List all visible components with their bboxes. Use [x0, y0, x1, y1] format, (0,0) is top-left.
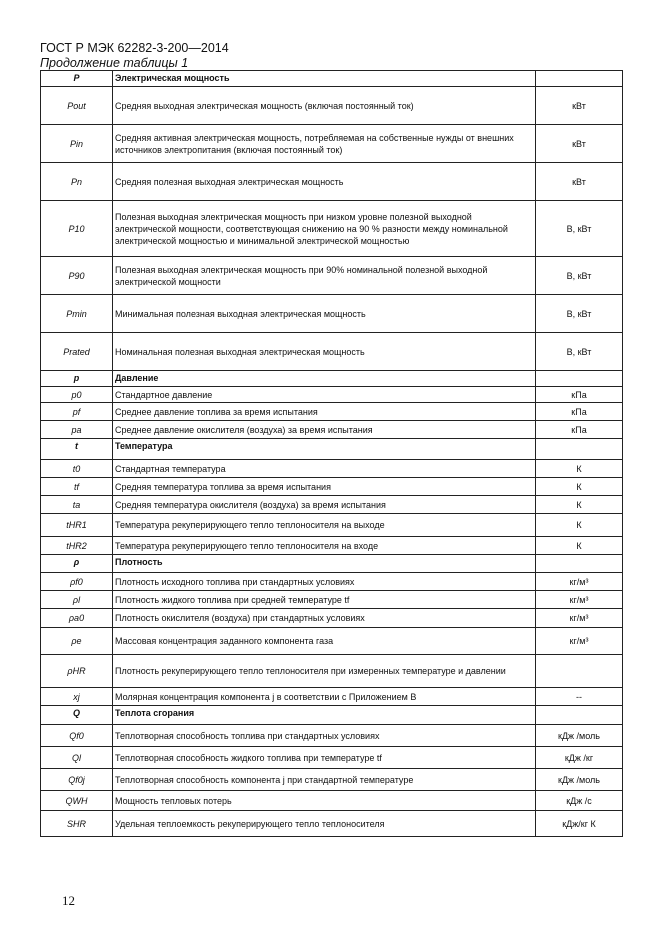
unit-cell	[536, 706, 623, 725]
description-cell: Среднее давление топлива за время испытания	[113, 403, 536, 421]
unit-cell: кВт	[536, 163, 623, 201]
symbol-cell: ρf0	[41, 573, 113, 591]
unit-cell: --	[536, 688, 623, 706]
description-cell: Минимальная полезная выходная электрическая мощность	[113, 295, 536, 333]
symbol-cell: t0	[41, 460, 113, 478]
symbol-cell: P10	[41, 201, 113, 257]
symbol-cell: Qf0	[41, 725, 113, 747]
unit-cell: кДж /моль	[536, 725, 623, 747]
unit-cell: К	[536, 478, 623, 496]
document-header: ГОСТ Р МЭК 62282-3-200—2014	[40, 41, 229, 55]
table-row	[41, 725, 623, 747]
unit-cell	[536, 655, 623, 688]
table-row	[41, 257, 623, 295]
table-row	[41, 655, 623, 688]
symbols-table	[40, 70, 623, 837]
unit-cell	[536, 371, 623, 387]
unit-cell: К	[536, 514, 623, 537]
unit-cell: кПа	[536, 421, 623, 439]
description-cell: Давление	[113, 371, 536, 387]
description-cell: Средняя полезная выходная электрическая мощность	[113, 163, 536, 201]
symbol-cell: ρHR	[41, 655, 113, 688]
symbol-cell: p0	[41, 387, 113, 403]
unit-cell: кВт	[536, 87, 623, 125]
table-row	[41, 688, 623, 706]
description-cell: Теплотворная способность компонента j при стандартной температуре	[113, 769, 536, 791]
symbol-cell: QWH	[41, 791, 113, 811]
table-row	[41, 295, 623, 333]
section-row	[41, 706, 623, 725]
unit-cell: кг/м³	[536, 609, 623, 628]
unit-cell	[536, 71, 623, 87]
table-row	[41, 747, 623, 769]
description-cell: Полезная выходная электрическая мощность при 90% номинальной полезной выходной электрической мощности	[113, 257, 536, 295]
table-row	[41, 496, 623, 514]
description-cell: Температура	[113, 439, 536, 460]
description-cell: Средняя активная электрическая мощность, потребляемая на собственные нужды от внешних источников электропитания (включая постоянный ток)	[113, 125, 536, 163]
symbol-cell: Pn	[41, 163, 113, 201]
symbol-cell: P	[41, 71, 113, 87]
symbol-cell: Q	[41, 706, 113, 725]
unit-cell: кПа	[536, 403, 623, 421]
table-row	[41, 514, 623, 537]
description-cell: Молярная концентрация компонента j в соответствии с Приложением В	[113, 688, 536, 706]
symbol-cell: pa	[41, 421, 113, 439]
symbol-cell: Pmin	[41, 295, 113, 333]
section-row	[41, 71, 623, 87]
table-row	[41, 628, 623, 655]
table-row	[41, 791, 623, 811]
description-cell: Полезная выходная электрическая мощность при низком уровне полезной выходной электрической мощности, соответствующая снижению на 90 % разности между номинальной электрической мощностью и минимальной электрической мощностью	[113, 201, 536, 257]
symbol-cell: ρ	[41, 555, 113, 573]
unit-cell	[536, 555, 623, 573]
unit-cell: В, кВт	[536, 295, 623, 333]
unit-cell: В, кВт	[536, 201, 623, 257]
unit-cell: кДж /с	[536, 791, 623, 811]
description-cell: Электрическая мощность	[113, 71, 536, 87]
description-cell: Теплотворная способность жидкого топлива при температуре tf	[113, 747, 536, 769]
symbol-cell: ta	[41, 496, 113, 514]
table-row	[41, 537, 623, 555]
description-cell: Теплота сгорания	[113, 706, 536, 725]
unit-cell: К	[536, 496, 623, 514]
symbol-cell: ρa0	[41, 609, 113, 628]
unit-cell: К	[536, 537, 623, 555]
table-row	[41, 387, 623, 403]
section-row	[41, 439, 623, 460]
page-number: 12	[62, 893, 75, 908]
description-cell: Плотность окислителя (воздуха) при стандартных условиях	[113, 609, 536, 628]
symbol-cell: tHR2	[41, 537, 113, 555]
description-cell: Плотность	[113, 555, 536, 573]
unit-cell: В, кВт	[536, 333, 623, 371]
unit-cell: В, кВт	[536, 257, 623, 295]
section-row	[41, 371, 623, 387]
unit-cell: кВт	[536, 125, 623, 163]
description-cell: Массовая концентрация заданного компонента газа	[113, 628, 536, 655]
description-cell: Температура рекуперирующего тепло теплоносителя на выходе	[113, 514, 536, 537]
symbol-cell: ρe	[41, 628, 113, 655]
unit-cell: К	[536, 460, 623, 478]
unit-cell: кг/м³	[536, 628, 623, 655]
symbol-cell: t	[41, 439, 113, 460]
table-row	[41, 573, 623, 591]
symbol-cell: tHR1	[41, 514, 113, 537]
description-cell: Среднее давление окислителя (воздуха) за время испытания	[113, 421, 536, 439]
symbol-cell: ρl	[41, 591, 113, 609]
table-row	[41, 460, 623, 478]
symbol-cell: xj	[41, 688, 113, 706]
symbol-cell: tf	[41, 478, 113, 496]
description-cell: Удельная теплоемкость рекуперирующего тепло теплоносителя	[113, 811, 536, 837]
description-cell: Средняя выходная электрическая мощность (включая постоянный ток)	[113, 87, 536, 125]
section-row	[41, 555, 623, 573]
symbol-cell: Ql	[41, 747, 113, 769]
symbol-cell: pf	[41, 403, 113, 421]
unit-cell: кДж /кг	[536, 747, 623, 769]
symbol-cell: Prated	[41, 333, 113, 371]
table-row	[41, 769, 623, 791]
table-row	[41, 125, 623, 163]
description-cell: Температура рекуперирующего тепло теплоносителя на входе	[113, 537, 536, 555]
table-row	[41, 403, 623, 421]
symbol-cell: P90	[41, 257, 113, 295]
table-row	[41, 163, 623, 201]
table-continuation-label: Продолжение таблицы 1	[40, 56, 189, 70]
description-cell: Плотность рекуперирующего тепло теплоносителя при измеренных температуре и давлении	[113, 655, 536, 688]
symbol-cell: Qf0j	[41, 769, 113, 791]
table-row	[41, 811, 623, 837]
symbol-cell: Pout	[41, 87, 113, 125]
symbol-cell: Pin	[41, 125, 113, 163]
table-row	[41, 591, 623, 609]
unit-cell: кДж /моль	[536, 769, 623, 791]
unit-cell: кг/м³	[536, 591, 623, 609]
unit-cell: кг/м³	[536, 573, 623, 591]
unit-cell	[536, 439, 623, 460]
description-cell: Плотность исходного топлива при стандартных условиях	[113, 573, 536, 591]
table-row	[41, 421, 623, 439]
unit-cell: кПа	[536, 387, 623, 403]
description-cell: Стандартное давление	[113, 387, 536, 403]
description-cell: Мощность тепловых потерь	[113, 791, 536, 811]
table-row	[41, 333, 623, 371]
table-row	[41, 87, 623, 125]
unit-cell: кДж/кг К	[536, 811, 623, 837]
symbol-cell: SHR	[41, 811, 113, 837]
description-cell: Плотность жидкого топлива при средней температуре tf	[113, 591, 536, 609]
table-row	[41, 609, 623, 628]
symbol-cell: p	[41, 371, 113, 387]
description-cell: Номинальная полезная выходная электрическая мощность	[113, 333, 536, 371]
description-cell: Теплотворная способность топлива при стандартных условиях	[113, 725, 536, 747]
description-cell: Средняя температура топлива за время испытания	[113, 478, 536, 496]
table-row	[41, 478, 623, 496]
description-cell: Средняя температура окислителя (воздуха) за время испытания	[113, 496, 536, 514]
description-cell: Стандартная температура	[113, 460, 536, 478]
table-row	[41, 201, 623, 257]
